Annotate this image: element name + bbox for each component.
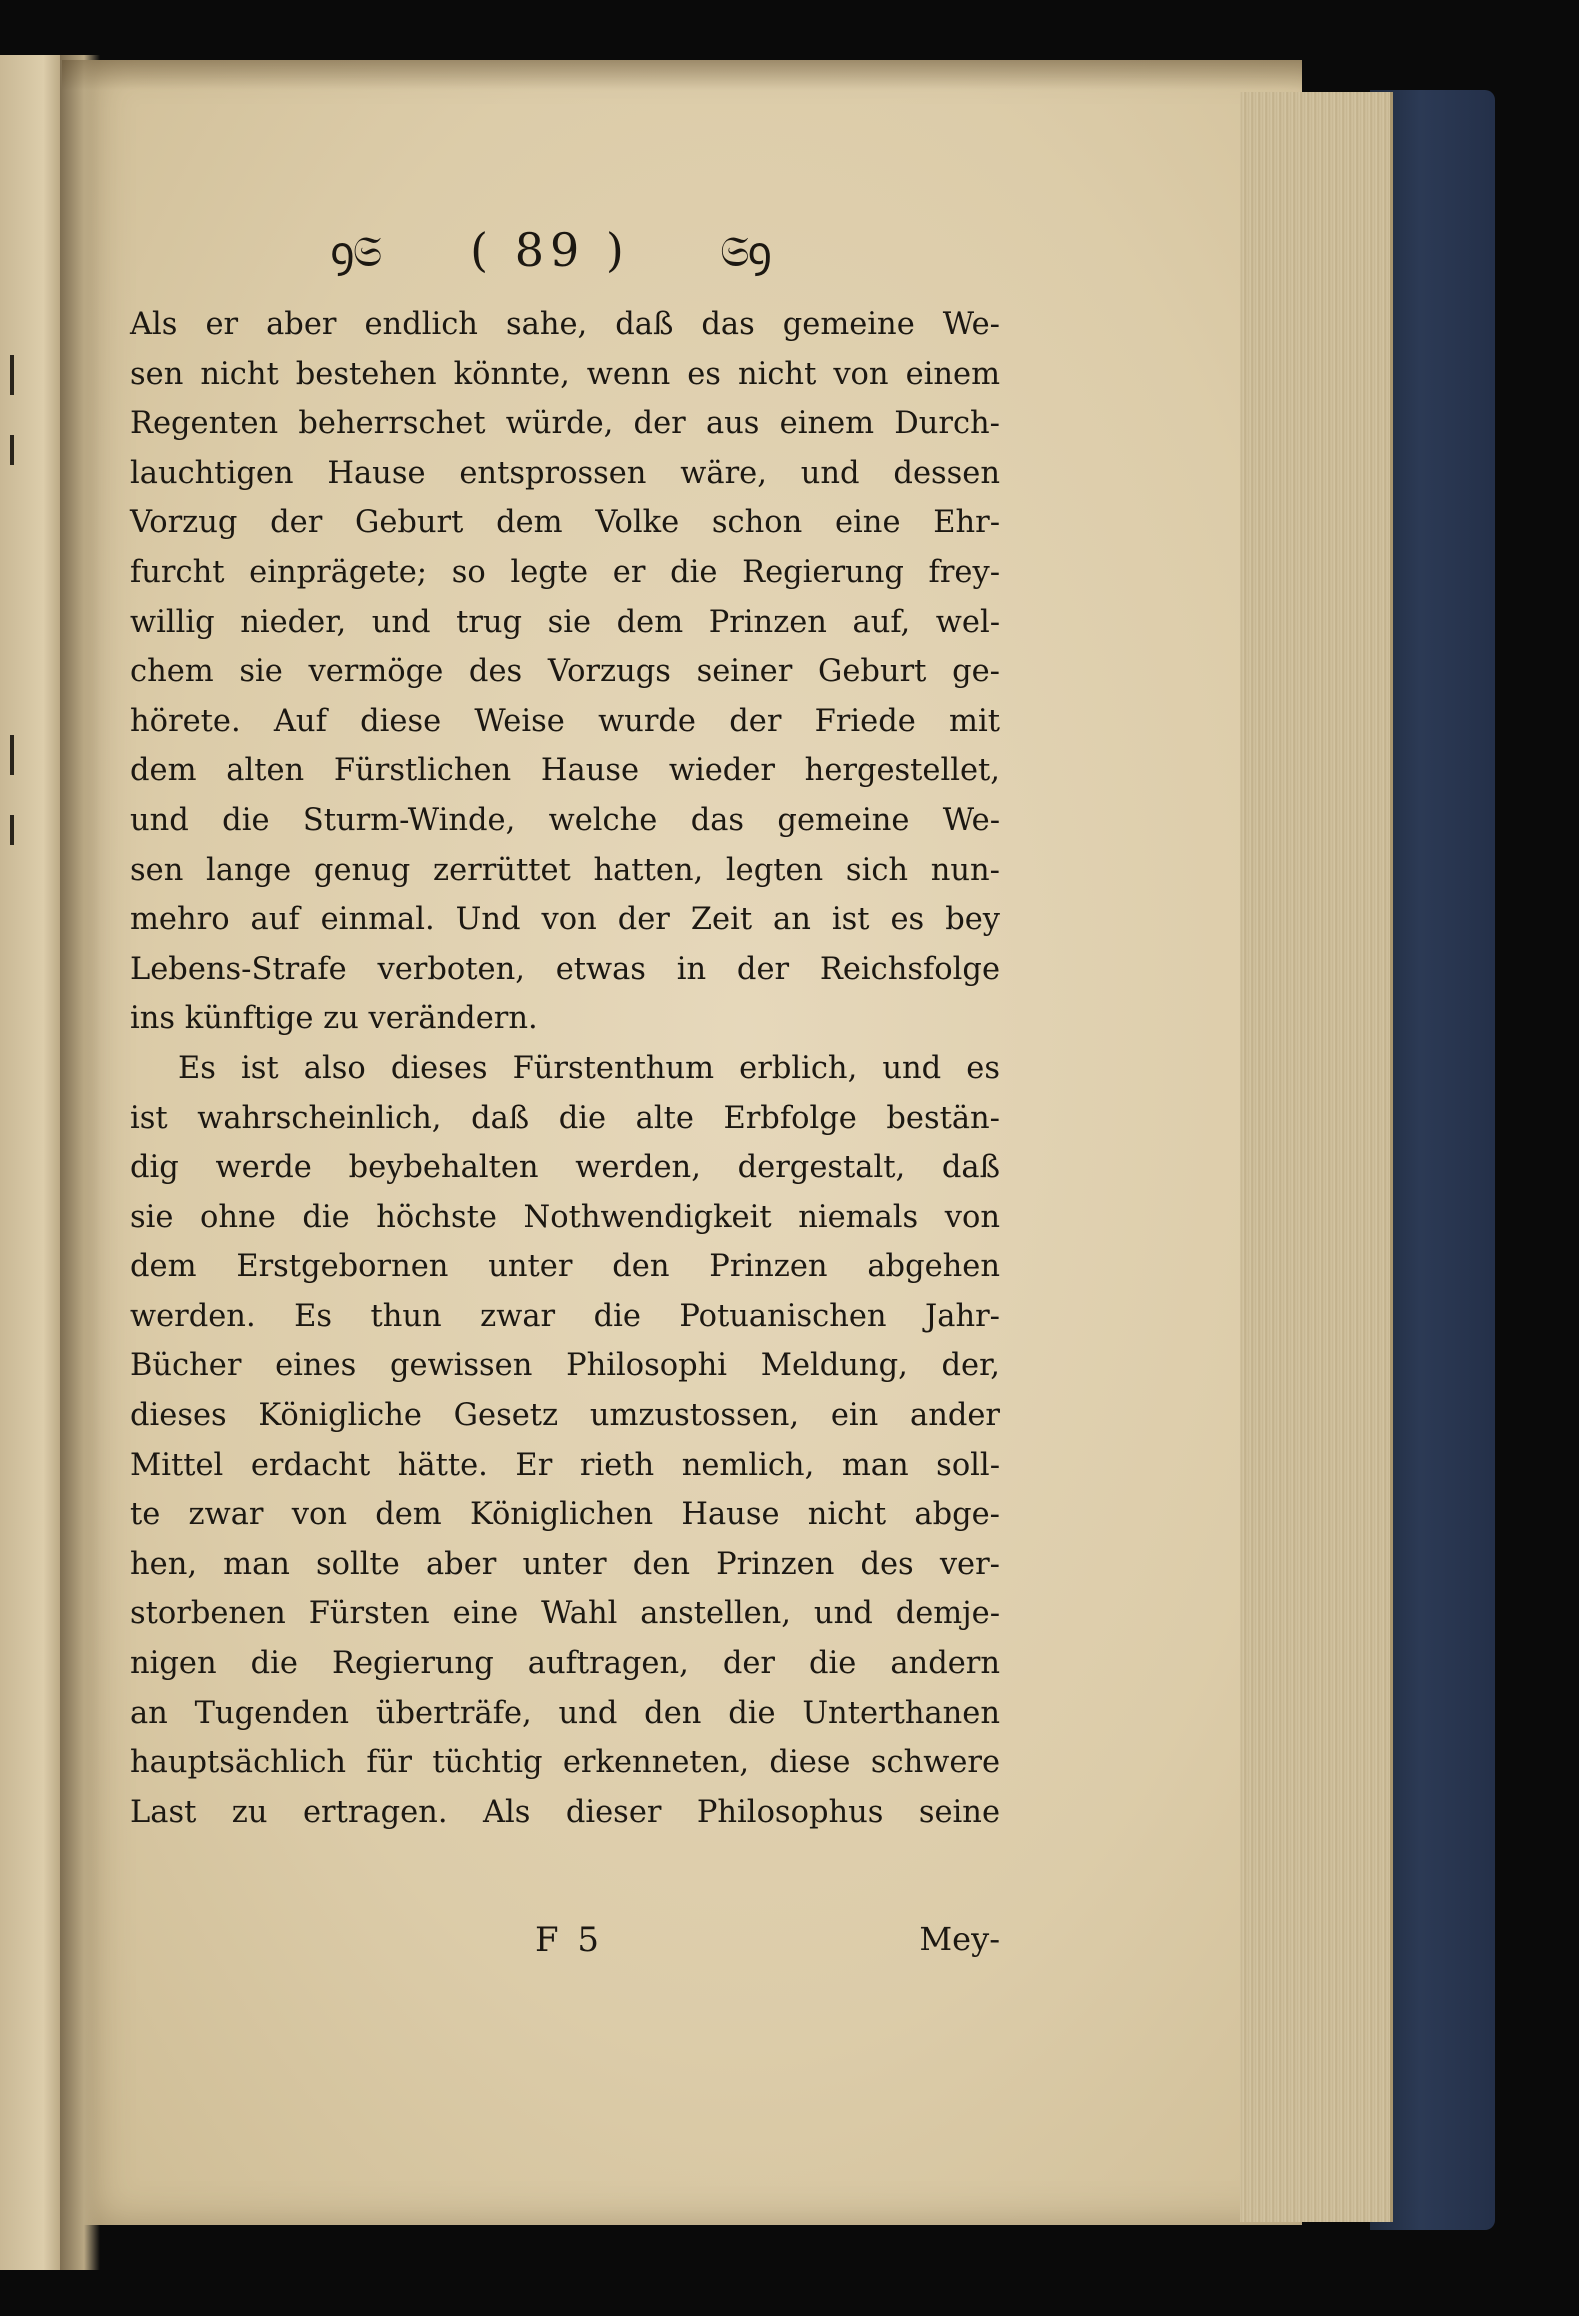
signature-mark: F 5: [535, 1920, 604, 1960]
text-line: Regenten beherrschet würde, der aus einem Durch-: [130, 406, 1000, 442]
text-line: chem sie vermöge des Vorzugs seiner Geburt ge-: [130, 654, 1000, 690]
text-line: Als er aber endlich sahe, daß das gemeine We-: [130, 307, 1000, 342]
text-line: dig werde beybehalten werden, dergestalt, daß: [130, 1150, 1000, 1186]
text-line: hörete. Auf diese Weise wurde der Friede mit: [130, 703, 1000, 739]
paragraph-1: [130, 300, 1000, 1044]
text-line: Es ist also dieses Fürstenthum erblich, und es: [178, 1050, 1000, 1086]
text-line: und die Sturm-Winde, welche das gemeine We-: [130, 802, 1000, 838]
text-line: Lebens-Strafe verboten, etwas in der Reichsfolge: [130, 951, 1000, 987]
text-line: werden. Es thun zwar die Potuanischen Jahr-: [130, 1298, 1000, 1334]
paragraph-2: [130, 1044, 1000, 1838]
header-ornament-right: 𝔖ꝯ: [719, 226, 770, 276]
text-line: willig nieder, und trug sie dem Prinzen auf, wel-: [130, 604, 1000, 640]
text-line: hauptsächlich für tüchtig erkenneten, diese schwere: [130, 1745, 1000, 1781]
text-line: sen nicht bestehen könnte, wenn es nicht von einem: [130, 356, 1000, 392]
header-ornament-left: ꝯ𝔖: [330, 226, 381, 276]
text-line: dem alten Fürstlichen Hause wieder hergestellet,: [130, 753, 1000, 789]
text-line: storbenen Fürsten eine Wahl anstellen, und demje-: [130, 1596, 1000, 1632]
text-line: Vorzug der Geburt dem Volke schon eine Ehr-: [130, 505, 1000, 541]
text-line: mehro auf einmal. Und von der Zeit an ist es bey: [130, 902, 1000, 938]
page-body: [130, 300, 1000, 1837]
page-header: [330, 215, 770, 285]
text-line: sen lange genug zerrüttet hatten, legten sich nun-: [130, 852, 1000, 888]
text-line: Bücher eines gewissen Philosophi Meldung, der,: [130, 1348, 1000, 1384]
page-number: ( 89 ): [470, 223, 630, 277]
text-line: te zwar von dem Königlichen Hause nicht abge-: [130, 1497, 1000, 1533]
left-page-edge: [0, 55, 62, 2270]
page-footer: [130, 1912, 1000, 1982]
text-line: sie ohne die höchste Nothwendigkeit niemals von: [130, 1199, 1000, 1235]
text-line: dem Erstgebornen unter den Prinzen abgehen: [130, 1249, 1000, 1285]
text-line: an Tugenden überträfe, und den die Unterthanen: [130, 1695, 1000, 1731]
text-line: ist wahrscheinlich, daß die alte Erbfolge bestän-: [130, 1100, 1000, 1136]
text-line: Last zu ertragen. Als dieser Philosophus seine: [130, 1794, 1000, 1830]
text-line: dieses Königliche Gesetz umzustossen, ein ander: [130, 1398, 1000, 1434]
text-line: furcht einprägete; so legte er die Regierung frey-: [130, 554, 1000, 590]
text-line: hen, man sollte aber unter den Prinzen des ver-: [130, 1546, 1000, 1582]
text-line: lauchtigen Hause entsprossen wäre, und dessen: [130, 455, 1000, 491]
catchword: Mey-: [919, 1920, 1000, 1958]
text-line: nigen die Regierung auftragen, der die andern: [130, 1646, 1000, 1682]
page-edges: [1240, 92, 1393, 2222]
page-gutter: [60, 55, 100, 2270]
text-line: Mittel erdacht hätte. Er rieth nemlich, man soll-: [130, 1447, 1000, 1483]
text-line: ins künftige zu verändern.: [130, 1001, 538, 1037]
